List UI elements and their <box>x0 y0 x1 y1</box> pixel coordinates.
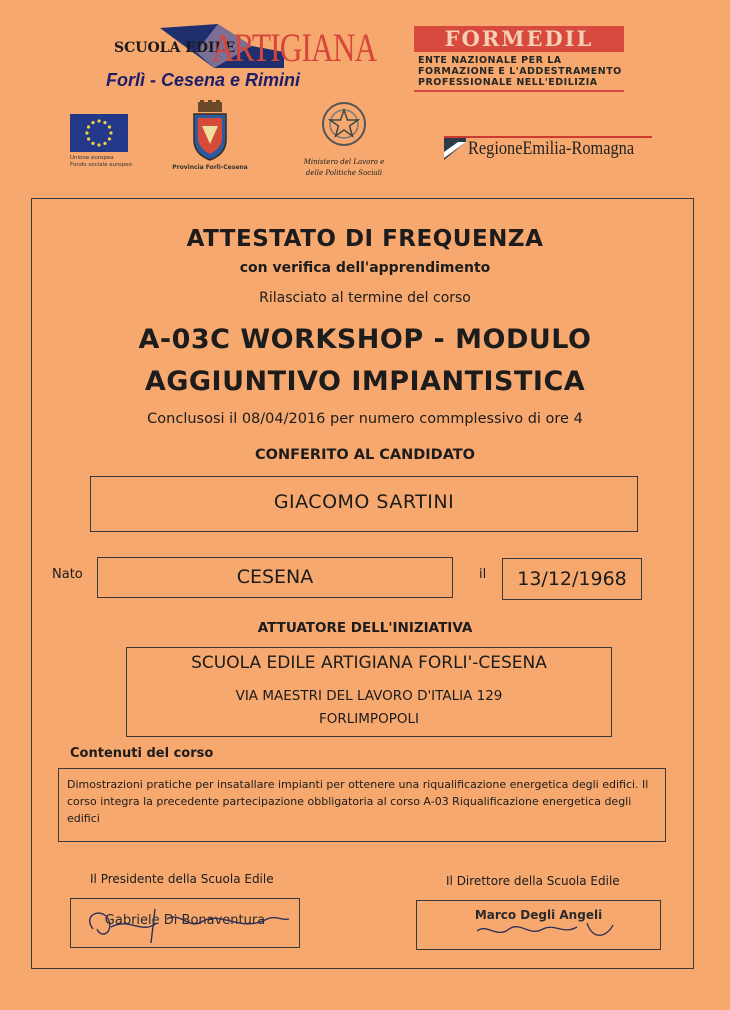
provincia-logo <box>170 100 250 174</box>
ministero-logo <box>292 100 396 182</box>
president-signature-icon <box>71 899 301 949</box>
formedil-logo <box>414 26 624 94</box>
organizer-address-city: FORLIMPOPOLI <box>319 711 419 727</box>
director-name: Marco Degli Angeli <box>474 908 603 922</box>
organizer-name: SCUOLA EDILE ARTIGIANA FORLI'-CESENA <box>191 653 547 673</box>
ministero-caption-2: delle Politiche Sociali <box>305 169 383 177</box>
eu-caption-1: Unione europea <box>70 155 114 161</box>
scuola-artigiana-text: ARTIGIANA <box>212 25 377 70</box>
regione-text: RegioneEmilia-Romagna <box>468 138 635 159</box>
president-signature-box <box>70 898 300 948</box>
provincia-caption: Provincia Forlì-Cesena <box>172 164 248 171</box>
director-signature-box <box>416 900 661 950</box>
scuola-edile-logo <box>106 20 377 96</box>
regione-emilia-romagna-logo <box>444 136 654 166</box>
course-completion-text: Conclusosi il 08/04/2016 per numero commplessivo di ore 4 <box>147 411 583 427</box>
course-title-line-1: A-03C WORKSHOP - MODULO <box>138 324 592 355</box>
birth-place: CESENA <box>236 566 314 588</box>
certificate-title: ATTESTATO DI FREQUENZA <box>186 226 544 252</box>
course-contents-text: Dimostrazioni pratiche per insatallare impianti per ottenere una riqualificazione energetica degli edifici. Il corso integra la precedente partecipazione obbligatoria al corso A-03 Riqualificazione energetica degli edifici <box>67 778 649 825</box>
birth-date: 13/12/1968 <box>517 568 627 590</box>
formedil-underline <box>414 90 624 92</box>
organizer-field <box>126 647 612 737</box>
formedil-line-1: ENTE NAZIONALE PER LA <box>418 55 562 66</box>
scuola-region-text: Forlì - Cesena e Rimini <box>106 70 301 90</box>
eu-flag-icon <box>70 114 128 152</box>
provincia-crest-icon <box>188 100 232 162</box>
birth-place-field <box>97 557 453 598</box>
birth-date-field <box>502 558 642 600</box>
attuatore-label: ATTUATORE DELL'INIZIATIVA <box>257 620 473 636</box>
candidate-name: GIACOMO SARTINI <box>273 491 455 513</box>
il-label: il <box>479 567 487 582</box>
scuola-edile-small-text: SCUOLA EDILE <box>114 40 236 56</box>
rilasciato-text: Rilasciato al termine del corso <box>259 290 471 306</box>
eu-caption-2: Fondo sociale europeo <box>70 162 132 168</box>
regione-mark-icon <box>444 138 466 160</box>
italian-emblem-icon <box>320 100 368 150</box>
course-title-line-2: AGGIUNTIVO IMPIANTISTICA <box>144 366 586 397</box>
president-label: Il Presidente della Scuola Edile <box>90 872 274 886</box>
formedil-title: FORMEDIL <box>414 26 624 52</box>
ministero-caption-1: Ministero del Lavoro e <box>303 158 385 166</box>
course-contents-field <box>58 768 666 842</box>
director-label: Il Direttore della Scuola Edile <box>446 874 620 888</box>
nato-label: Nato <box>52 567 83 582</box>
eu-logo <box>70 114 130 170</box>
formedil-line-3: PROFESSIONALE NELL'EDILIZIA <box>418 77 598 88</box>
director-signature-icon <box>417 901 662 951</box>
formedil-line-2: FORMAZIONE E L'ADDESTRAMENTO <box>418 66 622 77</box>
organizer-address-street: VIA MAESTRI DEL LAVORO D'ITALIA 129 <box>235 688 503 704</box>
course-contents-label: Contenuti del corso <box>70 746 214 761</box>
certificate-subtitle: con verifica dell'apprendimento <box>239 260 491 276</box>
conferito-label: CONFERITO AL CANDIDATO <box>254 447 476 463</box>
president-name: Gabriele Di Bonaventura <box>104 913 266 928</box>
candidate-name-field <box>90 476 638 532</box>
